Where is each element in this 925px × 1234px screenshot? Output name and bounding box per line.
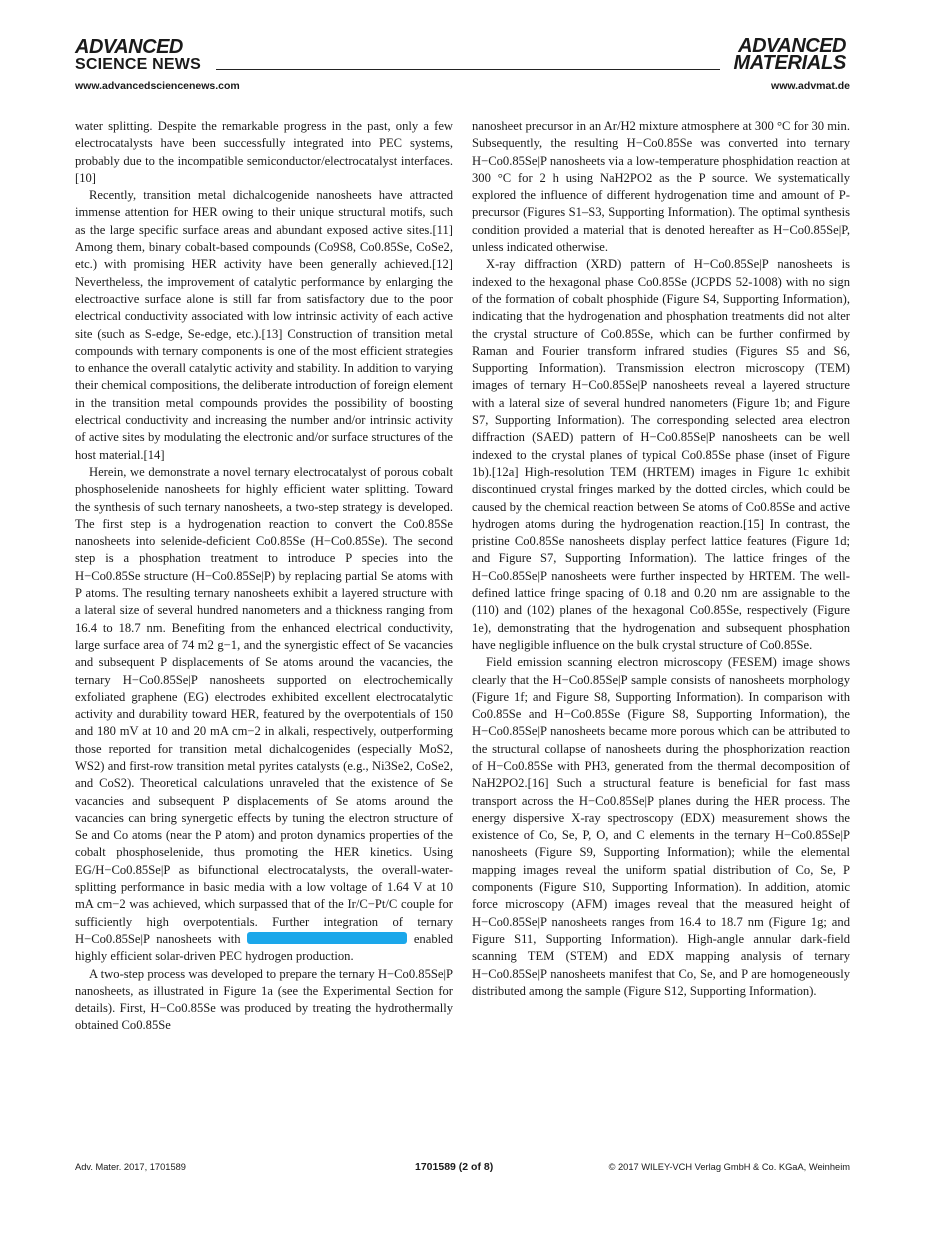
paragraph-6-text: X-ray diffraction (XRD) pattern of H−Co0.85Se|P nanosheets is indexed to the hexagonal phase Co0.85Se (JCPDS 52-1008) with no sign of the formation of cobalt phosphide (Figure S4, Supporting Information), indicating that the hydrogenation and phosphation treatments did not alter the crystal structure of Co0.85Se, which can be further confirmed by Raman and Fourier transform infrared studies (Figures S5 and S6, Supporting Information). Transmission electron microscopy (TEM) images of ternary H−Co0.85Se|P nanosheets reveal a layered structure with a lateral size of several hundred nanometers (Figure 1b; and Figure S7, Supporting Information). The corresponding selected area electron diffraction (SAED) pattern of H−Co0.85Se|P nanosheets can be well indexed to the crystal planes of typical Co0.85Se phase (inset of Figure 1b).[12a] High-resolution TEM (HRTEM) images in Figure 1c exhibit discontinued crystal fringes marked by the dotted circles, which could be caused by the chemical reaction between Se atoms of Co0.85Se and active hydrogen atoms during the hydrogenation reaction.[15] In contrast, the pristine Co0.85Se nanosheets display perfect lattice features (Figure 1d; and Figure S7, Supporting Information). The lattice fringes of the H−Co0.85Se|P nanosheets were further inspected by HRTEM. The well-defined lattice fringe spacing of 0.18 and 0.20 nm are assignable to the (110) and (102) planes of the hexagonal Co0.85Se, respectively (Figure 1e), demonstrating that the hydrogenation and subsequent phosphation have negligible influence on the bulk crystal structure of Co0.85Se.: [472, 257, 850, 652]
paragraph-3: [75, 464, 453, 966]
paragraph-3-tail: enabled highly efficient solar-driven PEC hydrogen production.: [75, 931, 454, 964]
left-text-column: [75, 118, 453, 1035]
paragraph-7: [472, 654, 850, 1000]
redacted-highlight: [247, 932, 407, 944]
paragraph-7-text: Field emission scanning electron microscopy (FESEM) image shows clearly that the H−Co0.85Se|P sample consists of nanosheets morphology (Figure 1f; and Figure S8, Supporting Information). In comparison with Co0.85Se and H−Co0.85Se (Figure S8, Supporting Information), the H−Co0.85Se|P nanosheets became more porous which can be attributed to the structural collapse of nanosheets during the phosphorization reaction of H−Co0.85Se with PH3, generated from the thermal decomposition of NaH2PO2.[16] Such a structural feature is beneficial for fast mass transport across the H−Co0.85Se|P planes during the HER process. The energy dispersive X-ray spectroscopy (EDX) measurement shows the existence of Co, Se, P, O, and C elements in the ternary H−Co0.85Se|P nanosheets (Figure S9, Supporting Information); while the elemental mapping images reveal the uniform spatial distribution of Co, Se, P components (Figure S10, Supporting Information). In addition, atomic force microscopy (AFM) images reveal that the measured height of H−Co0.85Se|P nanosheets ranges from 16.4 to 18.7 nm (Figure 1g; and Figure S11, Supporting Information). High-angle annular dark-field scanning TEM (STEM) and EDX mapping analysis of ternary H−Co0.85Se|P nanosheets manifest that Co, Se, and P are homogeneously distributed among the sample (Figure S12, Supporting Information).: [472, 655, 850, 998]
right-url-link[interactable]: www.advmat.de: [771, 80, 850, 92]
brand-science-news: SCIENCE NEWS: [75, 56, 201, 73]
brand-advanced-right: ADVANCED: [738, 35, 846, 57]
header-rule: [216, 69, 720, 70]
paragraph-4-text: A two-step process was developed to prepare the ternary H−Co0.85Se|P nanosheets, as illustrated in Figure 1a (see the Experimental Section for details). First, H−Co0.85Se was produced by treating the hydrothermally obtained Co0.85Se: [75, 966, 453, 1033]
brand-advanced-left: ADVANCED: [75, 36, 183, 58]
paragraph-2-text: Recently, transition metal dichalcogenide nanosheets have attracted immense attention for HER owing to their unique structural motifs, such as the large specific surface areas and abundant exposed active sites.[11] Among them, binary cobalt-based compounds (Co9S8, Co0.85Se, CoSe2, etc.) with promising HER activity have been generally achieved.[12] Nevertheless, the improvement of catalytic performance by enlarging the electroactive surface alone is still far from satisfactory due to the poor electrical conductivity associated with low intrinsic activity of each active site (such as S-edge, Se-edge, etc.).[13] Construction of transition metal compounds with ternary components is one of the most efficient strategies to enhance the overall catalytic activity and stability. In addition to varying their chemical compositions, the deliberate introduction of foreign element in the transition metal compounds provides the possibility of boosting electrical conductivity and increasing the number and/or intrinsic activity of active sites by modulating the electronic and/or surface structures of the host material.[14]: [75, 188, 453, 462]
footer-copyright: © 2017 WILEY-VCH Verlag GmbH & Co. KGaA, Weinheim: [608, 1162, 850, 1172]
paragraph-1: [75, 118, 453, 187]
footer-citation: Adv. Mater. 2017, 1701589: [75, 1162, 186, 1172]
paragraph-5-text: nanosheet precursor in an Ar/H2 mixture atmosphere at 300 °C for 30 min. Subsequently, the resulting H−Co0.85Se was converted into ternary H−Co0.85Se|P nanosheets via a low-temperature phosphidation reaction at 300 °C for 2 h using NaH2PO2 as the P source. We systematically explored the influence of different hydrogenation time and amount of P-precursor (Figures S1–S3, Supporting Information). The optimal synthesis condition provided a material that is denoted hereafter as H−Co0.85Se|P, unless indicated otherwise.: [472, 119, 850, 255]
paragraph-4: [75, 966, 453, 1035]
paragraph-2: [75, 187, 453, 464]
paragraph-6: [472, 256, 850, 654]
paragraph-1-text: water splitting. Despite the remarkable progress in the past, only a few electrocatalysts have been successfully integrated into PEC systems, probably due to the incompatible semiconductor/electrocatalyst interfaces.[10]: [75, 119, 453, 185]
paragraph-5: [472, 118, 850, 256]
header-right-brand: [733, 35, 846, 74]
right-text-column: [472, 118, 850, 1000]
paragraph-3-text: Herein, we demonstrate a novel ternary electrocatalyst of porous cobalt phosphoselenide nanosheets for highly efficient water splitting. Toward the synthesis of such ternary nanosheets, a two-step strategy is developed. The first step is a hydrogenation reaction to convert the Co0.85Se nanosheets into selenide-deficient Co0.85Se (H−Co0.85Se). The second step is a phosphation treatment to introduce P species into the H−Co0.85Se structure (H−Co0.85Se|P) by replacing partial Se atoms with P atoms. The resulting ternary nanosheets exhibit a layered structure with a lateral size of several hundred nanometers and a thickness ranging from 16.4 to 18.7 nm. Benefiting from the enhanced electrical conductivity, large surface area of 74 m2 g−1, and the synergistic effect of Se vacancies and subsequent P displacements of Se atoms around the vacancies, the ternary H−Co0.85Se|P nanosheets supported on electrochemically exfoliated graphene (EG) electrodes exhibited excellent electrocatalytic activity and durability toward HER, featured by the overpotentials of 150 and 180 mV at 10 and 20 mA cm−2 in alkali, respectively, outperforming those reported for transition metal dichalcogenides (especially MoS2, WS2) and first-row transition metal pyrites catalysts (e.g., Ni3Se2, CoSe2, and CoS2). Theoretical calculations unraveled that the existence of Se vacancies and subsequent P displacements of Se atoms around the vacancies can bring synergetic effects by tuning the electron structure of Se and Co atoms (near the P atom) and proton dynamics properties of the cobalt phosphoselenide, thus promoting the HER kinetics. Using EG/H−Co0.85Se|P as bifunctional electrocatalysts, the overall-water-splitting performance in basic media with a low voltage of 1.64 V at 10 mA cm−2 was achieved, which surpassed that of the Ir/C−Pt/C couple for sufficiently high overpotentials. Further integration of ternary H−Co0.85Se|P nanosheets with: [75, 464, 453, 946]
brand-materials: MATERIALS: [733, 52, 846, 74]
header-left-brand: [75, 38, 201, 73]
left-url-link[interactable]: www.advancedsciencenews.com: [75, 80, 240, 92]
footer-page-number: 1701589 (2 of 8): [415, 1161, 494, 1173]
